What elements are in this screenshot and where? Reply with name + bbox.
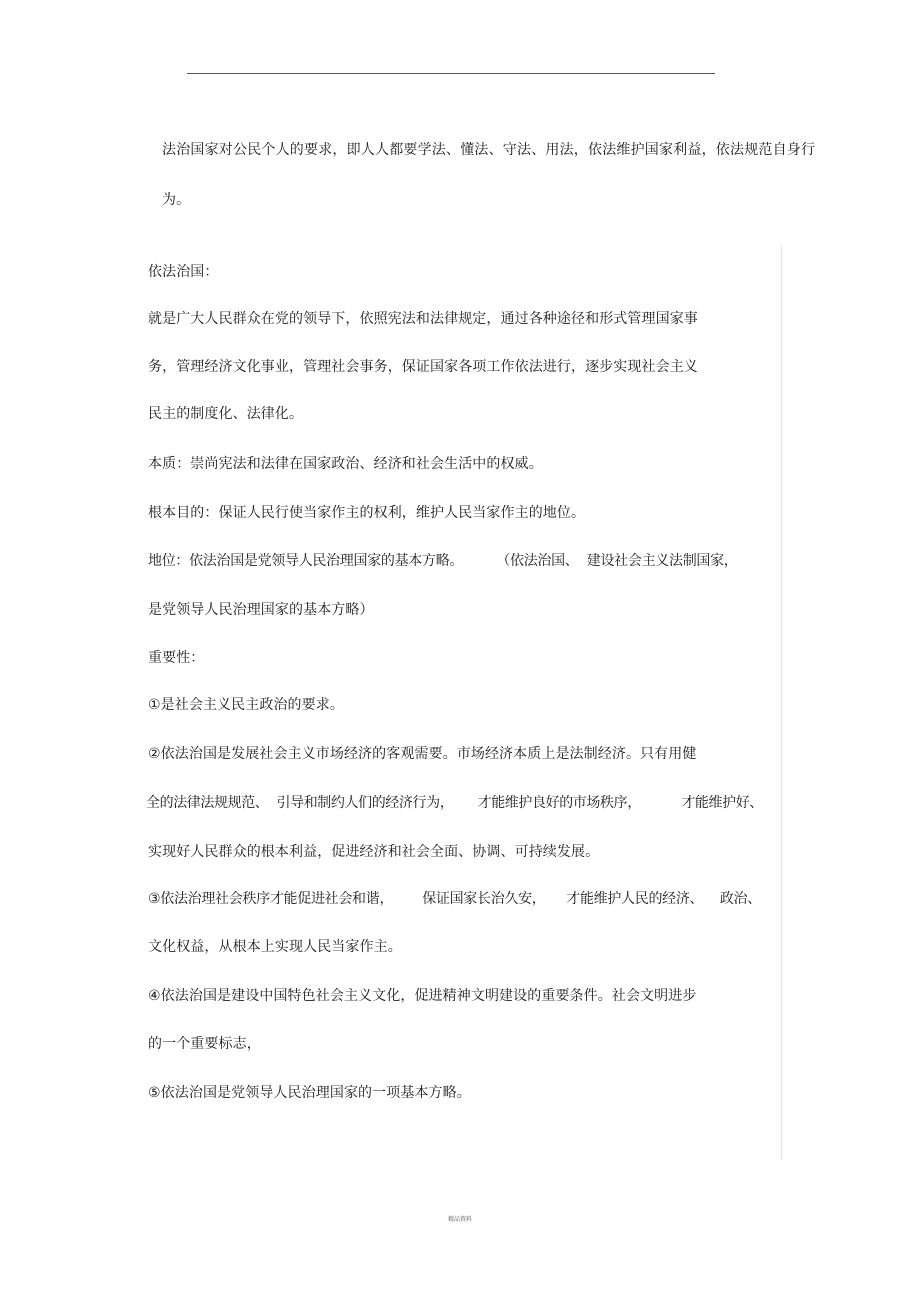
definition-line-1: 就是广大人民群众在党的领导下，依照宪法和法律规定，通过各种途径和形式管理国家事 <box>148 311 698 327</box>
point-1: ①是社会主义民主政治的要求。 <box>148 697 344 713</box>
definition-line-2: 务，管理经济文化事业，管理社会事务，保证国家各项工作依法进行，逐步实现社会主义 <box>148 359 698 375</box>
right-margin-dotted-rule <box>781 246 782 1159</box>
point-4-line-1: ④依法治国是建设中国特色社会主义文化，促进精神文明建设的重要条件。社会文明进步 <box>148 988 697 1004</box>
status-line-2: 是党领导人民治理国家的基本方略） <box>148 602 374 618</box>
intro-line-2: 为。 <box>162 192 191 208</box>
point-2-line-2: 全的法律法规规范、 引导和制约人们的经济行为， 才能维护良好的市场秩序， 才能维护好、 <box>146 795 763 811</box>
footer-label: 精品资料 <box>448 1216 473 1223</box>
point-4-line-2: 的一个重要标志， <box>148 1036 261 1052</box>
point-5: ⑤依法治国是党领导人民治理国家的一项基本方略。 <box>148 1085 471 1101</box>
section-heading: 依法治国： <box>148 264 219 280</box>
point-3-line-1: ③依法治理社会秩序才能促进社会和谐， 保证国家长治久安， 才能维护人民的经济、 政治、 <box>148 891 761 907</box>
definition-line-3: 民主的制度化、法律化。 <box>148 406 304 422</box>
purpose-line: 根本目的：保证人民行使当家作主的权利，维护人民当家作主的地位。 <box>148 505 586 521</box>
point-2-line-1: ②依法治国是发展社会主义市场经济的客观需要。市场经济本质上是法制经济。只有用健 <box>148 746 697 762</box>
point-2-line-3: 实现好人民群众的根本利益，促进经济和社会全面、协调、可持续发展。 <box>148 844 600 860</box>
intro-line-1: 法治国家对公民个人的要求，即人人都要学法、懂法、守法、用法，依法维护国家利益，依法规范自身行 <box>162 142 816 158</box>
essence-line: 本质：崇尚宪法和法律在国家政治、经济和社会生活中的权威。 <box>148 456 543 472</box>
importance-heading: 重要性： <box>148 650 205 666</box>
status-line-1: 地位：依法治国是党领导人民治理国家的基本方略。 （依法治国、 建设社会主义法制国家， <box>148 553 738 569</box>
point-3-line-2: 文化权益，从根本上实现人民当家作主。 <box>148 939 402 955</box>
top-horizontal-rule <box>187 73 715 74</box>
